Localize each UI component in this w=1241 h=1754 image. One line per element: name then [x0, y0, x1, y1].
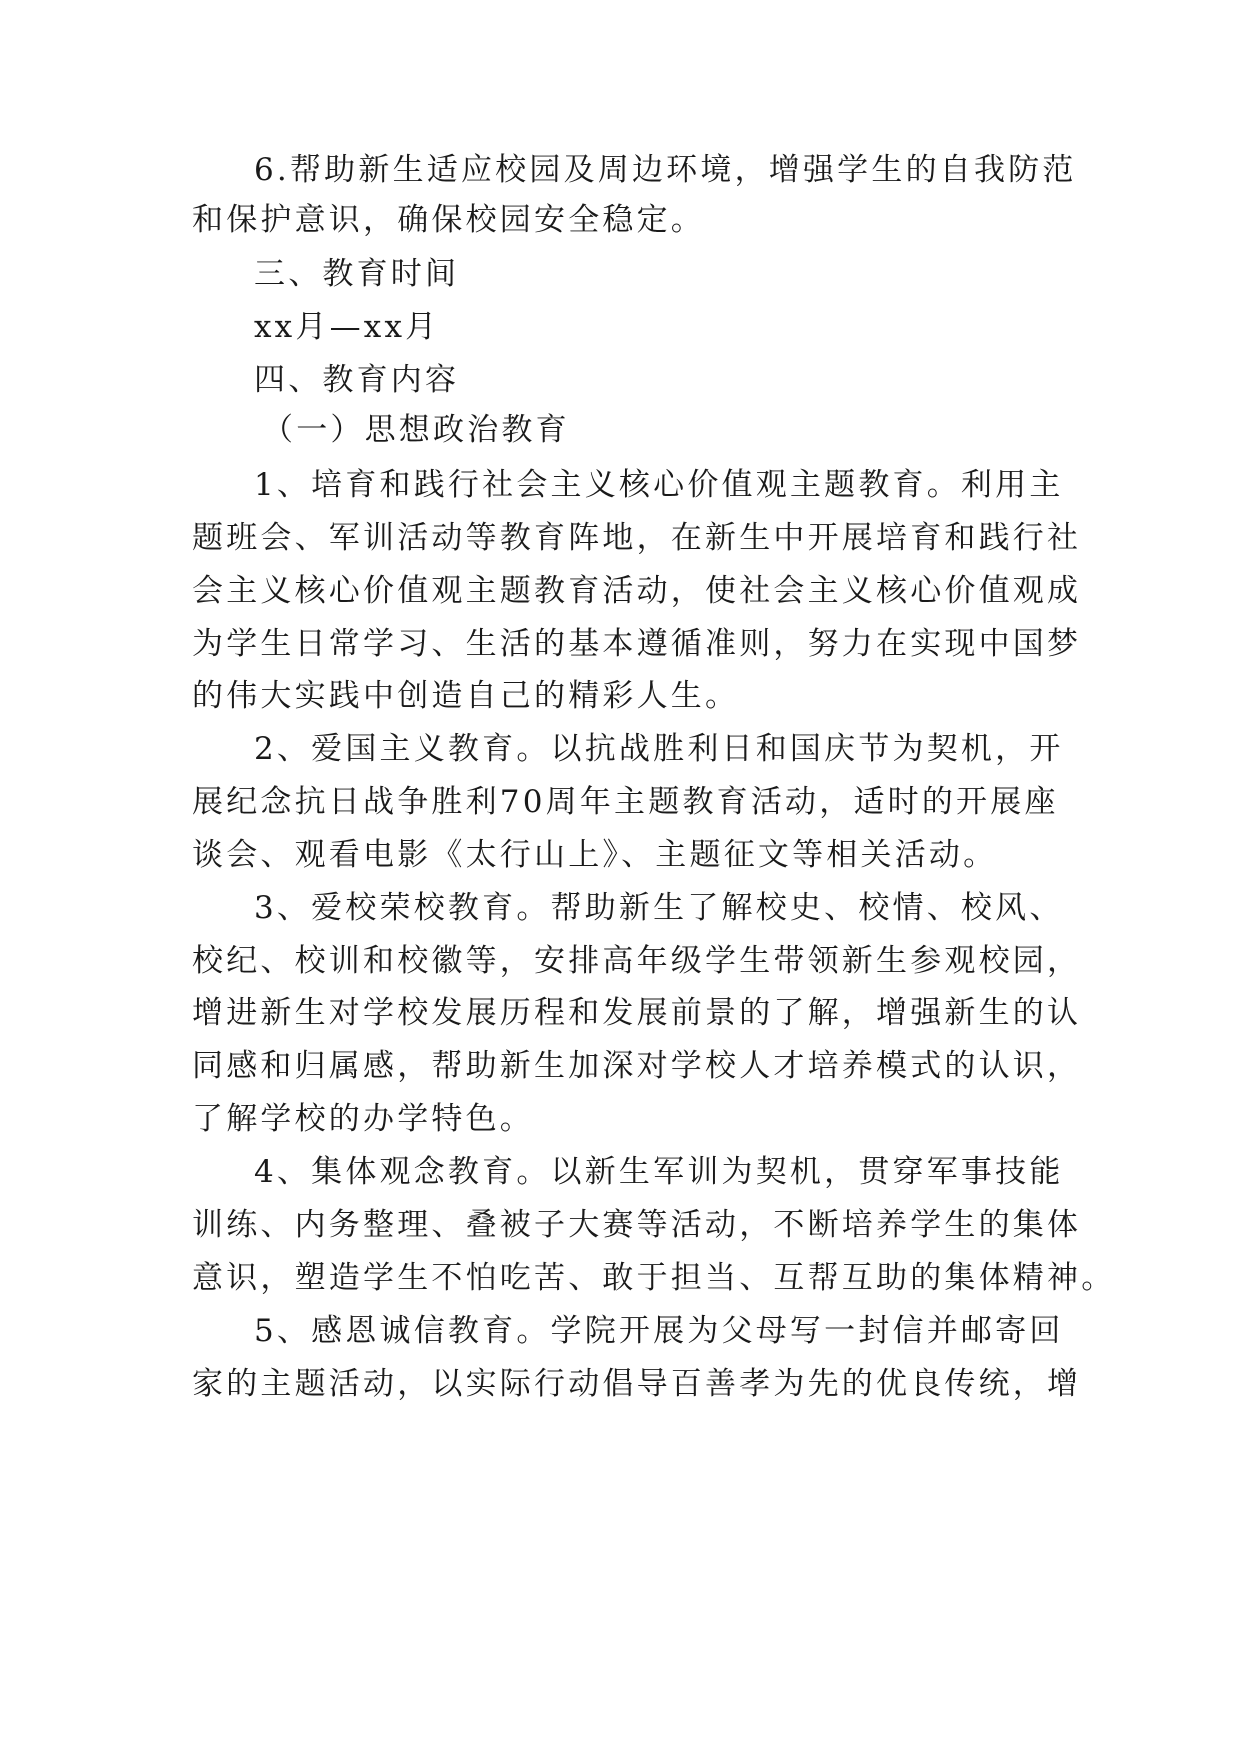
text-line: 6.帮助新生适应校园及周边环境，增强学生的自我防范 [254, 152, 1077, 188]
text-line: xx月—xx月 [254, 309, 440, 345]
text-line: 5、感恩诚信教育。学院开展为父母写一封信并邮寄回 [254, 1313, 1064, 1349]
subsection-heading: （一）思想政治教育 [262, 412, 570, 448]
text-line: 2、爱国主义教育。以抗战胜利日和国庆节为契机，开 [254, 731, 1064, 767]
text-line: 1、培育和践行社会主义核心价值观主题教育。利用主 [254, 467, 1064, 503]
text-line: 3、爱校荣校教育。帮助新生了解校史、校情、校风、 [254, 890, 1064, 926]
text-line: 了解学校的办学特色。 [192, 1101, 534, 1137]
text-line: 同感和归属感，帮助新生加深对学校人才培养模式的认识， [192, 1048, 1082, 1084]
text-line: 4、集体观念教育。以新生军训为契机，贯穿军事技能 [254, 1154, 1064, 1190]
text-line: 家的主题活动，以实际行动倡导百善孝为先的优良传统，增 [192, 1366, 1082, 1402]
text-line: 训练、内务整理、叠被子大赛等活动，不断培养学生的集体 [192, 1207, 1082, 1243]
text-line: 和保护意识，确保校园安全稳定。 [192, 202, 705, 238]
text-line: 的伟大实践中创造自己的精彩人生。 [192, 678, 740, 714]
text-line: 为学生日常学习、生活的基本遵循准则，努力在实现中国梦 [192, 626, 1082, 662]
text-line: 校纪、校训和校徽等，安排高年级学生带领新生参观校园， [192, 943, 1082, 979]
section-heading: 四、教育内容 [254, 362, 460, 398]
text-line: 展纪念抗日战争胜利70周年主题教育活动，适时的开展座 [192, 784, 1059, 820]
text-line: 会主义核心价值观主题教育活动，使社会主义核心价值观成 [192, 573, 1082, 609]
text-line: 谈会、观看电影《太行山上》、主题征文等相关活动。 [192, 837, 998, 873]
text-line: 意识，塑造学生不怕吃苦、敢于担当、互帮互助的集体精神。 [192, 1260, 1116, 1296]
text-line: 增进新生对学校发展历程和发展前景的了解，增强新生的认 [192, 995, 1082, 1031]
text-line: 题班会、军训活动等教育阵地，在新生中开展培育和践行社 [192, 520, 1082, 556]
section-heading: 三、教育时间 [254, 256, 460, 292]
